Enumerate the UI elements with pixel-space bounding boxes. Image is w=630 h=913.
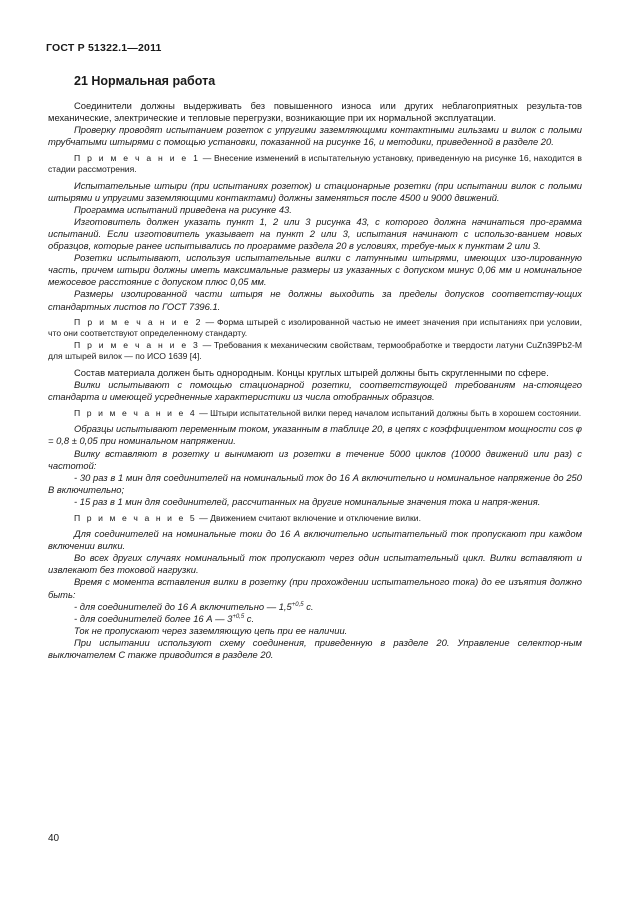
paragraph-10: Образцы испытывают переменным током, указанным в таблице 20, в цепях с коэффициентом мощности cos φ = 0,8 ± 0,05 при номинальном напряжении.	[48, 423, 582, 447]
paragraph-13: - 15 раз в 1 мин для соединителей, рассчитанных на другие номинальные значения тока и напря-жения.	[74, 495, 541, 507]
duration-tolerance: +0,5	[291, 601, 304, 608]
paragraph-16: Время с момента вставления вилки в розетку (при прохождении испытательного тока) до ее изъятия должно быть:	[48, 576, 582, 600]
duration-up-to-16a: - для соединителей до 16 А включительно — 1,5	[74, 600, 292, 612]
duration-unit: с.	[244, 612, 255, 624]
paragraph-17	[48, 601, 582, 613]
note-2-text: — Форма штырей с изолированной частью не имеет значения при испытаниях при условии, что они соответствуют определенному стандарту.	[48, 317, 582, 339]
duration-over-16a: - для соединителей более 16 А — 3	[74, 612, 233, 624]
paragraph-8: Состав материала должен быть однородным. Концы круглых штырей должны быть скругленными по сфере.	[74, 366, 549, 378]
note-2-label: П р и м е ч а н и е 2	[74, 317, 203, 328]
note-4-label: П р и м е ч а н и е 4	[74, 407, 197, 418]
running-header: ГОСТ Р 51322.1—2011	[46, 42, 162, 54]
duration-tolerance: +0,5	[232, 613, 245, 620]
paragraph-14: Для соединителей на номинальные токи до 16 А включительно испытательный ток пропускают при каждом включении вилки.	[48, 528, 582, 552]
note-2	[48, 317, 582, 339]
paragraph-6: Розетки испытывают, используя испытательные вилки с латунными штырями, имеющих изо-лированную часть, причем штыри должны иметь максимальные размеры из указанных с допуском минус 0,06 мм и номинальное межосевое расстояние с допуском плюс 0,05 мм.	[48, 252, 582, 288]
paragraph-2: Проверку проводят испытанием розеток с упругими заземляющими контактными гильзами и вилок с полыми трубчатыми штырями с помощью установки, показанной на рисунке 16, и методики, приведенной в разделе 20.	[48, 124, 582, 148]
paragraph-18	[48, 613, 582, 625]
paragraph-5: Изготовитель должен указать пункт 1, 2 или 3 рисунка 43, с которого должна начинаться про-грамма испытаний. Если изготовитель указывает на пункт 2 или 3, испытания начинают с использо-ванием новых образцов, которые ранее испытывались по программе раздела 20 в условиях, требуе-мых к пунктам 2 или 3.	[48, 215, 582, 252]
duration-unit: с.	[303, 600, 314, 612]
note-4-text: — Штыри испытательной вилки перед началом испытаний должны быть в хорошем состоянии.	[196, 407, 582, 418]
note-5	[48, 513, 582, 524]
note-1-label: П р и м е ч а н и е 1	[74, 152, 200, 163]
note-4	[48, 408, 582, 419]
note-3	[48, 340, 582, 362]
paragraph-19: Ток не пропускают через заземляющую цепь при ее наличии.	[74, 624, 348, 636]
paragraph-1: Соединители должны выдерживать без повышенного износа или других неблагоприятных результа-тов механические, электрические и тепловые перегрузки, возникающие при их нормальной эксплуатации.	[48, 100, 582, 124]
paragraph-4: Программа испытаний приведена на рисунке 43.	[74, 203, 292, 215]
note-5-label: П р и м е ч а н и е 5	[74, 512, 197, 523]
note-5-text: — Движением считают включение и отключение вилки.	[196, 512, 421, 523]
note-3-text: — Требования к механическим свойствам, термообработке и твердости латуни CuZn39Pb2-M для штырей вилок — по ИСО 1639 [4].	[48, 340, 582, 362]
note-1-text: — Внесение изменений в испытательную установку, приведенную на рисунке 16, находится в стадии рассмотрения.	[48, 152, 582, 174]
section-title: 21 Нормальная работа	[74, 74, 216, 88]
paragraph-7: Размеры изолированной части штыря не должны выходить за пределы допусков соответству-ющих стандартных листов по ГОСТ 7396.1.	[48, 288, 582, 312]
paragraph-3: Испытательные штыри (при испытаниях розеток) и стационарные розетки (при испытании вилок с полыми штырями и упругими заземляющими контактами) должны заменяться после 4500 и 9000 движений.	[48, 179, 582, 203]
paragraph-15: Во всех других случаях номинальный ток пропускают через один испытательный цикл. Вилки вставляют и извлекают без токовой нагрузки.	[48, 552, 582, 576]
paragraph-12: - 30 раз в 1 мин для соединителей на номинальный ток до 16 А включительно и номинальное напряжение до 250 В включительно;	[48, 471, 582, 495]
note-1	[48, 153, 582, 175]
note-3-label: П р и м е ч а н и е 3	[74, 340, 200, 351]
page-number: 40	[48, 833, 60, 844]
paragraph-20: При испытании используют схему соединения, приведенную в разделе 20. Управление селектор-ным выключателем С также приводится в разделе 20.	[48, 636, 582, 661]
paragraph-11: Вилку вставляют в розетку и вынимают из розетки в течение 5000 циклов (10000 движений или раз) с частотой:	[48, 447, 582, 471]
paragraph-9: Вилки испытывают с помощью стационарной розетки, соответствующей требованиям на-стоящего стандарта и имеющей усредненные характеристики из числа отобранных образцов.	[48, 379, 582, 403]
